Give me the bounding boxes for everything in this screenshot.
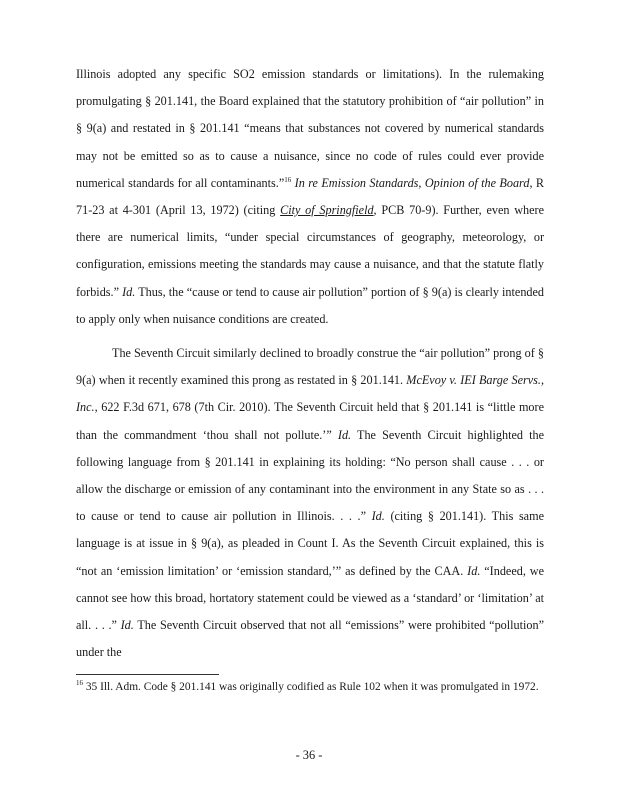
- paragraph-text: , 622 F.3d 671, 678 (7th Cir. 2010). The Seventh Circuit held that § 201.141 is “little more than the commandment ‘thou shall not pollute.’”: [76, 400, 544, 442]
- paragraph-text: Illinois adopted any specific SO2 emission standards or limitations). In the rulemaking promulgating § 201.141, the Board explained that the statutory prohibition of “air pollution” in § 9(a) and restated in § 201.141 “means that substances not covered by numerical standards may not be emitted so as to cause a nuisance, since no code of rules could ever provide numerical standards for all contaminants.”: [76, 67, 544, 190]
- footnote-reference: 16: [284, 175, 292, 184]
- id-citation: Id.: [467, 563, 481, 578]
- id-citation: Id.: [337, 427, 352, 442]
- paragraph-text: The Seventh Circuit observed that not all “emissions” were prohibited “pollution” under the: [76, 618, 544, 660]
- paragraph-text: The Seventh Circuit highlighted the following language from § 201.141 in explaining its holding: “No person shall cause . . . or allow the discharge or emission of any contaminant into the environment in any State so as . . . to cause or tend to cause air pollution in Illinois. . . .”: [76, 427, 545, 524]
- body-paragraph-2: [76, 340, 544, 666]
- id-citation: Id.: [122, 284, 136, 299]
- paragraph-text: , R 71-23 at 4-301 (April 13, 1972) (citing: [76, 175, 545, 218]
- paragraph-text: “Indeed, we cannot see how this broad, hortatory statement could be viewed as a ‘standard’ or ‘limitation’ at all. . . .”: [76, 563, 545, 633]
- footnote-text: 35 Ill. Adm. Code § 201.141 was originally codified as Rule 102 when it was promulgated in 1972.: [83, 681, 539, 693]
- footnote-number: 16: [76, 679, 83, 688]
- footnote-divider: [76, 674, 219, 675]
- paragraph-text: , PCB 70-9). Further, even where there are numerical limits, “under special circumstances of geography, meteorology, or configuration, emissions meeting the standards may cause a nuisance, and that the statute flatly forbids.”: [76, 203, 544, 299]
- id-citation: Id.: [371, 509, 385, 524]
- paragraph-text: The Seventh Circuit similarly declined to broadly construe the “air pollution” prong of § 9(a) when it recently examined this prong as restated in § 201.141.: [76, 346, 544, 388]
- paragraph-text: Thus, the “cause or tend to cause air pollution” portion of § 9(a) is clearly intended to apply only when nuisance conditions are created.: [76, 284, 545, 326]
- case-citation: In re Emission Standards, Opinion of the Board: [294, 175, 530, 190]
- id-citation: Id.: [120, 618, 134, 633]
- page-number: - 36 -: [295, 748, 323, 762]
- body-paragraph-1: [76, 61, 544, 333]
- case-citation: City of Springfield: [280, 203, 374, 218]
- case-citation: McEvoy v. IEI Barge Servs., Inc.: [76, 373, 545, 415]
- footnote: [76, 680, 544, 695]
- paragraph-text: (citing § 201.141). This same language is at issue in § 9(a), as pleaded in Count I. As the Seventh Circuit explained, this is “not an ‘emission limitation’ or ‘emission standard,’” as defined by the CAA.: [76, 509, 544, 578]
